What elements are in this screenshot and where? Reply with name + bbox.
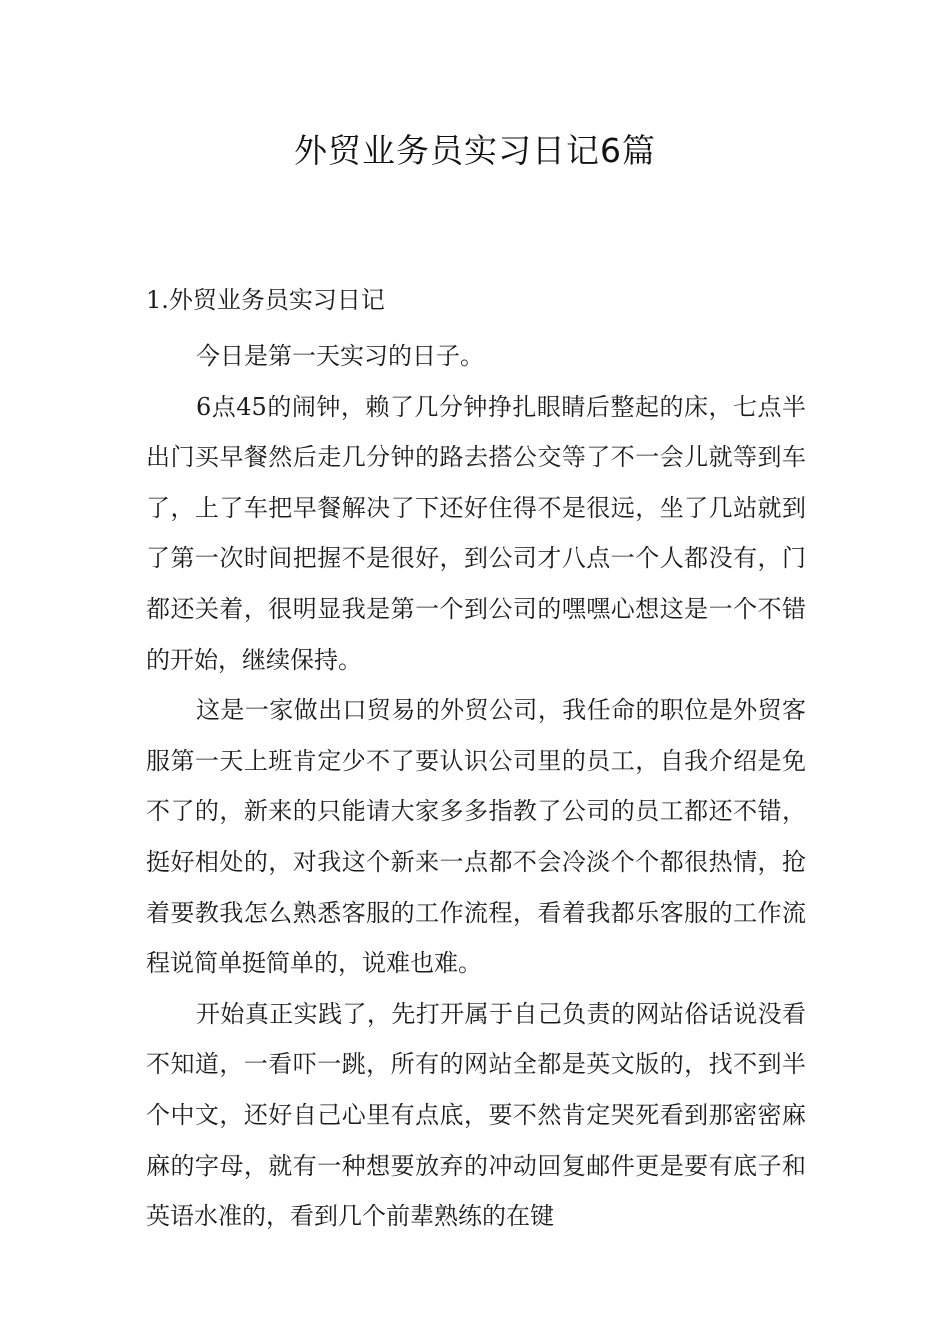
paragraph-2: 6点45的闹钟，赖了几分钟挣扎眼睛后整起的床，七点半出门买早餐然后走几分钟的路去搭公交等了不一会儿就等到车了，上了车把早餐解决了下还好住得不是很远，坐了几站就到了第一次时间把握不是很好，到公司才八点一个人都没有，门都还关着，很明显我是第一个到公司的嘿嘿心想这是一个不错的开始，继续保持。: [146, 392, 806, 674]
document-title: 外贸业务员实习日记6篇: [294, 131, 656, 170]
body-text: [146, 331, 806, 1242]
section-heading: 1.外贸业务员实习日记: [146, 286, 385, 314]
paragraph-3: 这是一家做出口贸易的外贸公司，我任命的职位是外贸客服第一天上班肯定少不了要认识公司里的员工，自我介绍是免不了的，新来的只能请大家多多指教了公司的员工都还不错，挺好相处的，对我这个新来一点都不会冷淡个个都很热情，抢着要教我怎么熟悉客服的工作流程，看着我都乐客服的工作流程说简单挺简单的，说难也难。: [146, 696, 806, 978]
paragraph-4: 开始真正实践了，先打开属于自己负责的网站俗话说没看不知道，一看吓一跳，所有的网站全都是英文版的，找不到半个中文，还好自己心里有点底，要不然肯定哭死看到那密密麻麻的字母，就有一种想要放弃的冲动回复邮件更是要有底子和英语水准的，看到几个前辈熟练的在键: [146, 999, 806, 1231]
paragraph-1: 今日是第一天实习的日子。: [196, 342, 484, 370]
